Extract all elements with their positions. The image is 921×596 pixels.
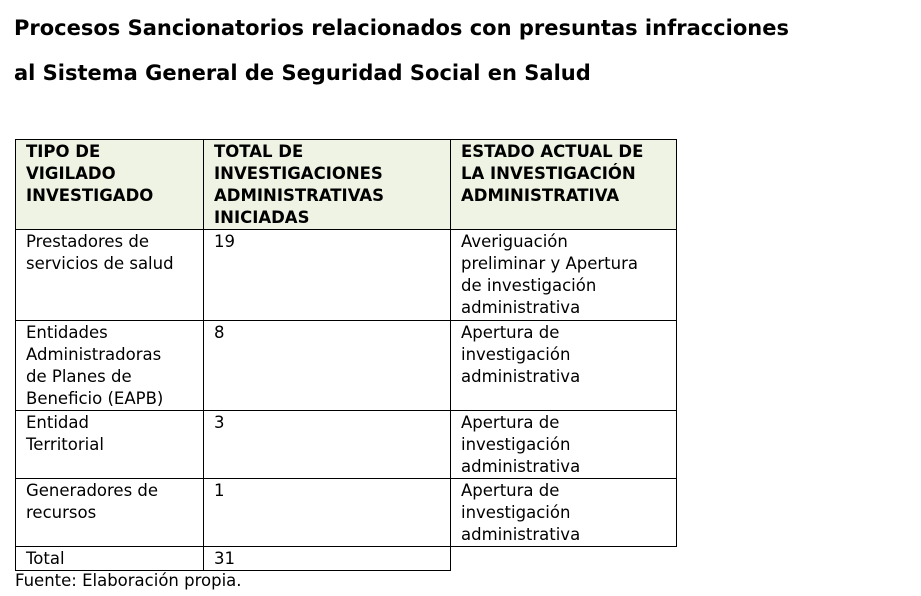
cell-tipo: Entidad Territorial <box>16 411 204 479</box>
table-row <box>16 411 677 479</box>
title-line-2: al Sistema General de Seguridad Social en Salud <box>14 61 591 85</box>
table-row <box>16 321 677 411</box>
cell-estado: Apertura de investigación administrativa <box>451 479 677 547</box>
cell-estado: Apertura de investigación administrativa <box>451 321 677 411</box>
cell-estado: Averiguación preliminar y Apertura de investigación administrativa <box>451 230 677 321</box>
table-header-row <box>16 140 677 230</box>
cell-total: 19 <box>204 230 451 321</box>
table-row <box>16 230 677 321</box>
table-total-row <box>16 547 677 571</box>
document-title <box>14 6 919 96</box>
total-empty-cell <box>451 547 677 571</box>
title-line-1: Procesos Sancionatorios relacionados con presuntas infracciones <box>14 16 789 40</box>
source-note: Fuente: Elaboración propia. <box>15 571 242 590</box>
cell-tipo: Entidades Administradoras de Planes de Beneficio (EAPB) <box>16 321 204 411</box>
total-label: Total <box>16 547 204 571</box>
table-row <box>16 479 677 547</box>
cell-total: 3 <box>204 411 451 479</box>
header-estado-actual: ESTADO ACTUAL DE LA INVESTIGACIÓN ADMINISTRATIVA <box>451 140 677 230</box>
total-value: 31 <box>204 547 451 571</box>
cell-estado: Apertura de investigación administrativa <box>451 411 677 479</box>
cell-total: 1 <box>204 479 451 547</box>
cell-total: 8 <box>204 321 451 411</box>
sanction-processes-table <box>15 139 677 571</box>
cell-tipo: Prestadores de servicios de salud <box>16 230 204 321</box>
header-total-investigaciones: TOTAL DE INVESTIGACIONES ADMINISTRATIVAS INICIADAS <box>204 140 451 230</box>
header-tipo-vigilado: TIPO DE VIGILADO INVESTIGADO <box>16 140 204 230</box>
cell-tipo: Generadores de recursos <box>16 479 204 547</box>
